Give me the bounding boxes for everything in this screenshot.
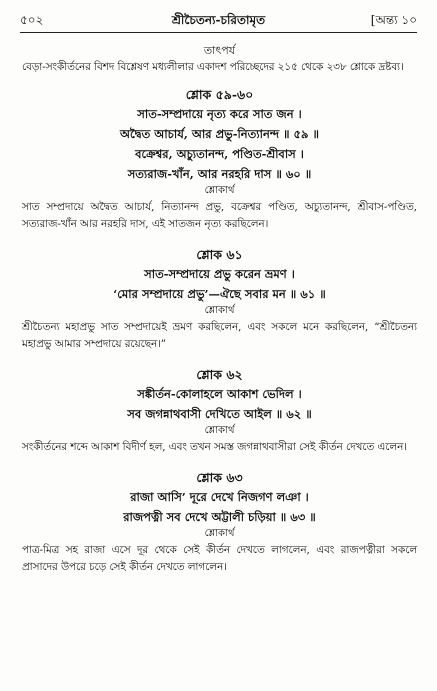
purport-text: বেড়া-সংকীর্তনের বিশদ বিশ্লেষণ মধ্যলীলার একাদশ পরিচ্ছেদের ২১৫ থেকে ২৩৮ শ্লোকে দ্রষ্টব্য। bbox=[22, 61, 404, 73]
verse-block-62 bbox=[22, 366, 417, 456]
verse-line: সব জগন্নাথবাসী দেখিতে আইল ॥ ৬২ ॥ bbox=[127, 407, 312, 421]
verse-block-59-60 bbox=[22, 86, 417, 233]
verse-heading: শ্লোক ৫৯-৬০ bbox=[185, 87, 254, 102]
header-divider bbox=[20, 32, 417, 33]
verse-block-61 bbox=[22, 246, 417, 353]
verse-line: সাত-সম্প্রদায়ে নৃত্য করে সাত জন । bbox=[137, 107, 302, 121]
page-number: ৫০২ bbox=[20, 13, 44, 27]
chapter-reference: [অন্ত্য ১০ bbox=[370, 13, 417, 27]
translation-text: সংকীর্তনের শব্দে আকাশ বিদীর্ণ হল, এবং তখন সমস্ত জগন্নাথবাসীরা সেই কীর্তন দেখতে এলেন। bbox=[22, 441, 407, 453]
verse-line: বক্রেশ্বর, অচ্যুতানন্দ, পণ্ডিত-শ্রীবাস । bbox=[135, 147, 304, 161]
translation-text: সাত সম্প্রদায়ে অদ্বৈত আচার্য, নিত্যানন্দ প্রভু, বক্রেশ্বর পণ্ডিত, অচ্যুতানন্দ, শ্রীবাস-পণ্ডিত, সত্যরাজ-খাঁন আর নরহরি দাস, এই সাতজন নৃত্য করছিলেন। bbox=[22, 201, 417, 230]
translation-label: শ্লোকার্থ bbox=[204, 185, 235, 196]
verse-heading: শ্লোক ৬৩ bbox=[196, 470, 243, 485]
verse-line: সত্যরাজ-খাঁন, আর নরহরি দাস ॥ ৬০ ॥ bbox=[127, 167, 312, 181]
verse-line: রাজপত্নী সব দেখে অট্টালী চড়িয়া ॥ ৬৩ ॥ bbox=[123, 510, 316, 524]
verse-block-63 bbox=[22, 469, 417, 576]
verse-line: সাত-সম্প্রদায়ে প্রভু করেন ভ্রমণ । bbox=[144, 267, 295, 281]
translation-text: শ্রীচৈতন্য মহাপ্রভু সাত সম্প্রদায়েই ভ্রমণ করছিলেন, এবং সকলে মনে করছিলেন, “শ্রীচৈতন্য মহাপ্রভু আমার সম্প্রদায়ে রয়েছেন।” bbox=[22, 321, 417, 350]
verse-line: অদ্বৈত আচার্য, আর প্রভু-নিত্যানন্দ ॥ ৫৯ ॥ bbox=[119, 127, 319, 141]
purport-label: তাৎপর্য bbox=[203, 44, 236, 57]
translation-text: পাত্র-মিত্র সহ রাজা এসে দূর থেকে সেই কীর্তন দেখতে লাগলেন, এবং রাজপত্নীরা সকলে প্রাসাদের উপরে চড়ে সেই কীর্তন দেখতে লাগলেন। bbox=[22, 544, 417, 573]
verse-line: রাজা আসি’ দূরে দেখে নিজগণ লঞা । bbox=[130, 490, 309, 504]
page-body bbox=[22, 44, 417, 576]
translation-label: শ্লোকার্থ bbox=[204, 305, 235, 316]
page-header bbox=[20, 12, 417, 32]
verse-line: ‘মোর সম্প্রদায়ে প্রভু’—ঐছে সবার মন ॥ ৬১ ॥ bbox=[113, 287, 326, 301]
verse-line: সঙ্কীর্তন-কোলাহলে আকাশ ভেদিল । bbox=[137, 387, 302, 401]
book-title: শ্রীচৈতন্য-চরিতামৃত bbox=[171, 13, 266, 27]
verse-heading: শ্লোক ৬১ bbox=[196, 247, 243, 262]
verse-heading: শ্লোক ৬২ bbox=[196, 367, 243, 382]
translation-label: শ্লোকার্থ bbox=[204, 528, 235, 539]
translation-label: শ্লোকার্থ bbox=[204, 425, 235, 436]
